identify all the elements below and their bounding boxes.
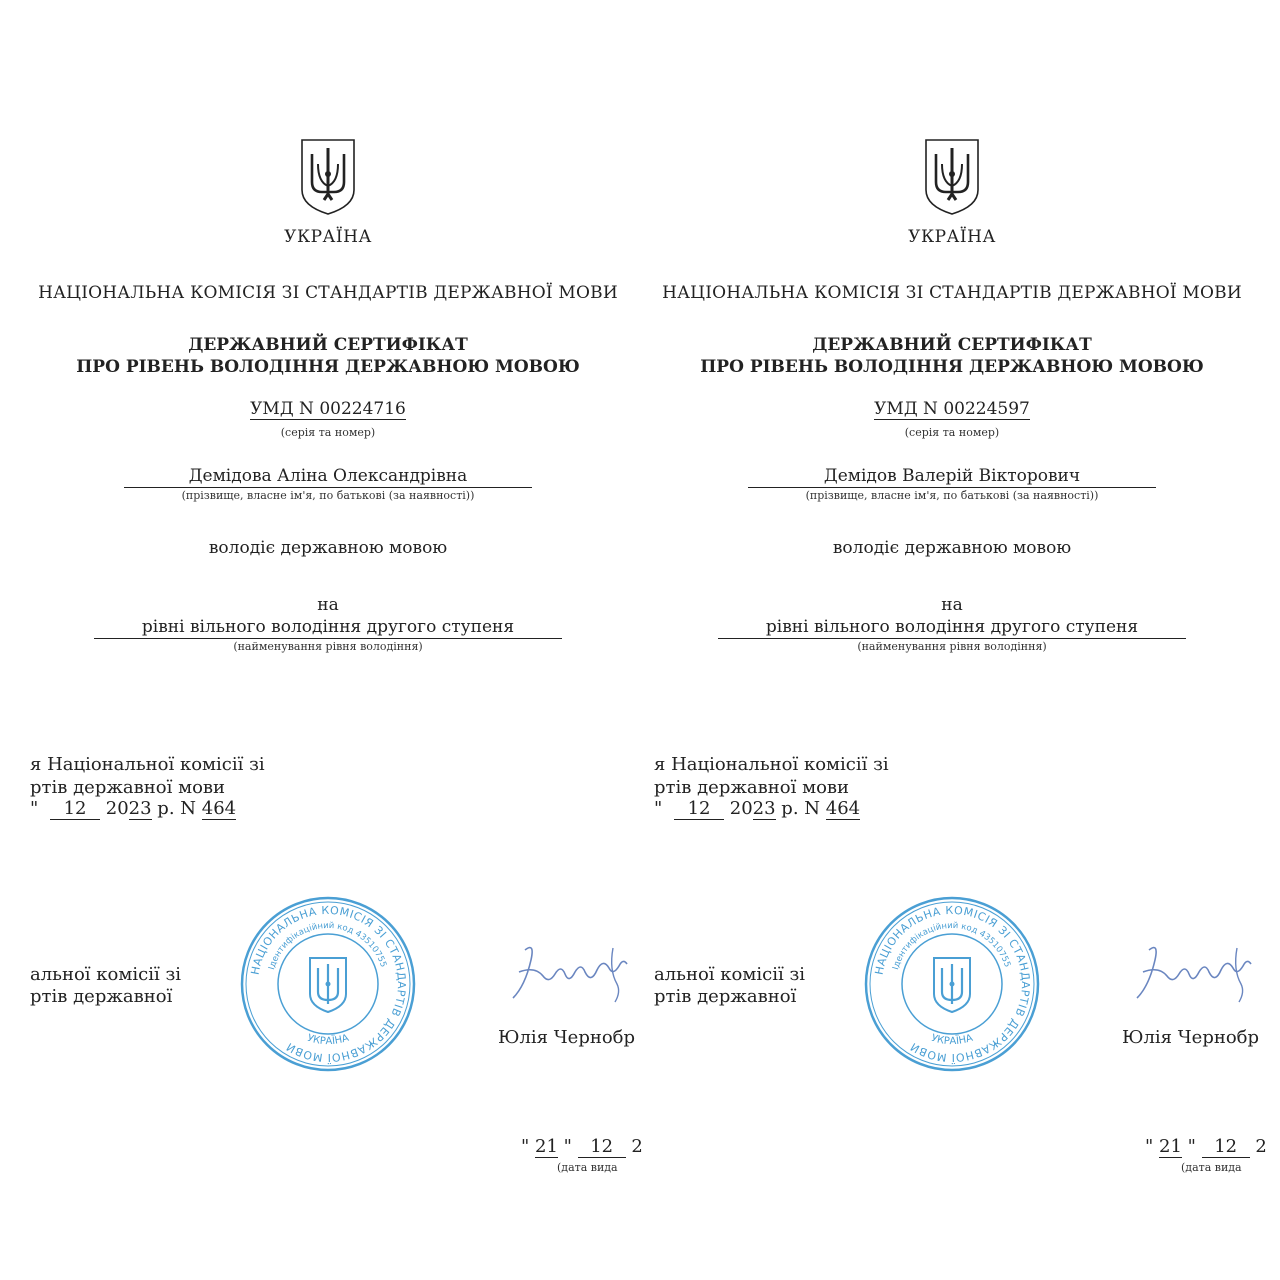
issue-quote-close: " xyxy=(563,1136,572,1157)
decision-quote: " xyxy=(30,798,39,819)
decision-year-suffix: 23 xyxy=(128,798,152,819)
title-line-1: ДЕРЖАВНИЙ СЕРТИФІКАТ xyxy=(188,335,468,355)
series-number-field xyxy=(0,399,656,420)
issue-date xyxy=(1145,1136,1267,1158)
signatory-line-1: альної комісії зі xyxy=(30,964,182,985)
issue-month: 12 xyxy=(1202,1136,1250,1158)
level-caption: (найменування рівня володіння) xyxy=(857,640,1047,653)
decision-line-2: ртів державної мови xyxy=(654,777,850,798)
decision-line-1: я Національної комісії зі xyxy=(30,754,265,775)
stamp-outer-text: НАЦІОНАЛЬНА КОМІСІЯ ЗІ СТАНДАРТІВ ДЕРЖАВНОЇ МОВИ xyxy=(248,903,409,1065)
country-name: УКРАЇНА xyxy=(908,227,996,247)
commission-name: НАЦІОНАЛЬНА КОМІСІЯ ЗІ СТАНДАРТІВ ДЕРЖАВНОЇ МОВИ xyxy=(662,283,1242,303)
decision-year-suffix: 23 xyxy=(752,798,776,819)
issue-tail: 2 xyxy=(631,1136,643,1157)
decision-r: р. N xyxy=(157,798,197,819)
trident-coat-of-arms-icon xyxy=(298,136,358,216)
handwritten-signature-icon xyxy=(1129,940,1259,1010)
series-caption: (серія та номер) xyxy=(904,426,1000,439)
trident-coat-of-arms-icon xyxy=(922,136,982,216)
certificate-title xyxy=(624,334,1280,378)
decision-quote: " xyxy=(654,798,663,819)
signatory-line-2: ртів державної xyxy=(654,986,797,1007)
certificate-title xyxy=(0,334,656,378)
svg-text:УКРАЇНА xyxy=(930,1033,975,1047)
decision-month: 12 xyxy=(50,798,100,820)
decision-number: 464 xyxy=(825,798,861,819)
signatory-line-1: альної комісії зі xyxy=(654,964,806,985)
name-caption: (прізвище, власне ім'я, по батькові (за наявності)) xyxy=(805,489,1099,502)
handwritten-signature-icon xyxy=(505,940,635,1010)
title-line-2: ПРО РІВЕНЬ ВОЛОДІННЯ ДЕРЖАВНОЮ МОВОЮ xyxy=(76,357,580,377)
stamp-inner-text: Ідентифікаційний код 43510755 xyxy=(890,920,1013,971)
certificate-right xyxy=(624,0,1267,1280)
signer-name: Юлія Чернобр xyxy=(498,1027,636,1048)
on-text: на xyxy=(317,595,339,615)
owns-language-text: володіє державною мовою xyxy=(208,538,448,558)
title-line-2: ПРО РІВЕНЬ ВОЛОДІННЯ ДЕРЖАВНОЮ МОВОЮ xyxy=(700,357,1204,377)
decision-date-number xyxy=(654,798,860,820)
issue-day: 21 xyxy=(1159,1136,1182,1157)
issue-caption: (дата вида xyxy=(1181,1161,1242,1174)
level-caption: (найменування рівня володіння) xyxy=(233,640,423,653)
issue-quote-close: " xyxy=(1187,1136,1196,1157)
decision-line-2: ртів державної мови xyxy=(30,777,226,798)
issue-quote-open: " xyxy=(1145,1136,1154,1157)
commission-name: НАЦІОНАЛЬНА КОМІСІЯ ЗІ СТАНДАРТІВ ДЕРЖАВНОЇ МОВИ xyxy=(38,283,618,303)
issue-tail: 2 xyxy=(1255,1136,1267,1157)
decision-date-number xyxy=(30,798,236,820)
commission-stamp-icon xyxy=(240,896,416,1072)
svg-text:УКРАЇНА xyxy=(306,1033,351,1047)
stamp-bottom-text: УКРАЇНА xyxy=(929,1032,975,1048)
series-caption: (серія та номер) xyxy=(280,426,376,439)
stamp-outer-text: НАЦІОНАЛЬНА КОМІСІЯ ЗІ СТАНДАРТІВ ДЕРЖАВНОЇ МОВИ xyxy=(872,903,1033,1065)
holder-name: Демідов Валерій Вікторович xyxy=(748,466,1156,488)
series-number-field xyxy=(624,399,1280,420)
decision-r: р. N xyxy=(781,798,821,819)
signer-name: Юлія Чернобр xyxy=(1122,1027,1260,1048)
decision-number: 464 xyxy=(201,798,237,819)
signatory-line-2: ртів державної xyxy=(30,986,173,1007)
issue-month: 12 xyxy=(578,1136,626,1158)
owns-language-text: володіє державною мовою xyxy=(832,538,1072,558)
issue-quote-open: " xyxy=(521,1136,530,1157)
holder-name: Демідова Аліна Олександрівна xyxy=(124,466,532,488)
title-line-1: ДЕРЖАВНИЙ СЕРТИФІКАТ xyxy=(812,335,1092,355)
decision-month: 12 xyxy=(674,798,724,820)
decision-year-prefix: 20 xyxy=(105,798,129,819)
proficiency-level: рівні вільного володіння другого ступеня xyxy=(718,617,1186,639)
proficiency-level: рівні вільного володіння другого ступеня xyxy=(94,617,562,639)
decision-year-prefix: 20 xyxy=(729,798,753,819)
country-name: УКРАЇНА xyxy=(284,227,372,247)
commission-stamp-icon xyxy=(864,896,1040,1072)
series-number: УМД N 00224597 xyxy=(874,399,1030,419)
on-text: на xyxy=(941,595,963,615)
name-caption: (прізвище, власне ім'я, по батькові (за наявності)) xyxy=(181,489,475,502)
stamp-bottom-text: УКРАЇНА xyxy=(305,1032,351,1048)
decision-line-1: я Національної комісії зі xyxy=(654,754,889,775)
stamp-inner-text: Ідентифікаційний код 43510755 xyxy=(266,920,389,971)
series-number: УМД N 00224716 xyxy=(250,399,406,419)
issue-caption: (дата вида xyxy=(557,1161,618,1174)
issue-day: 21 xyxy=(535,1136,558,1157)
